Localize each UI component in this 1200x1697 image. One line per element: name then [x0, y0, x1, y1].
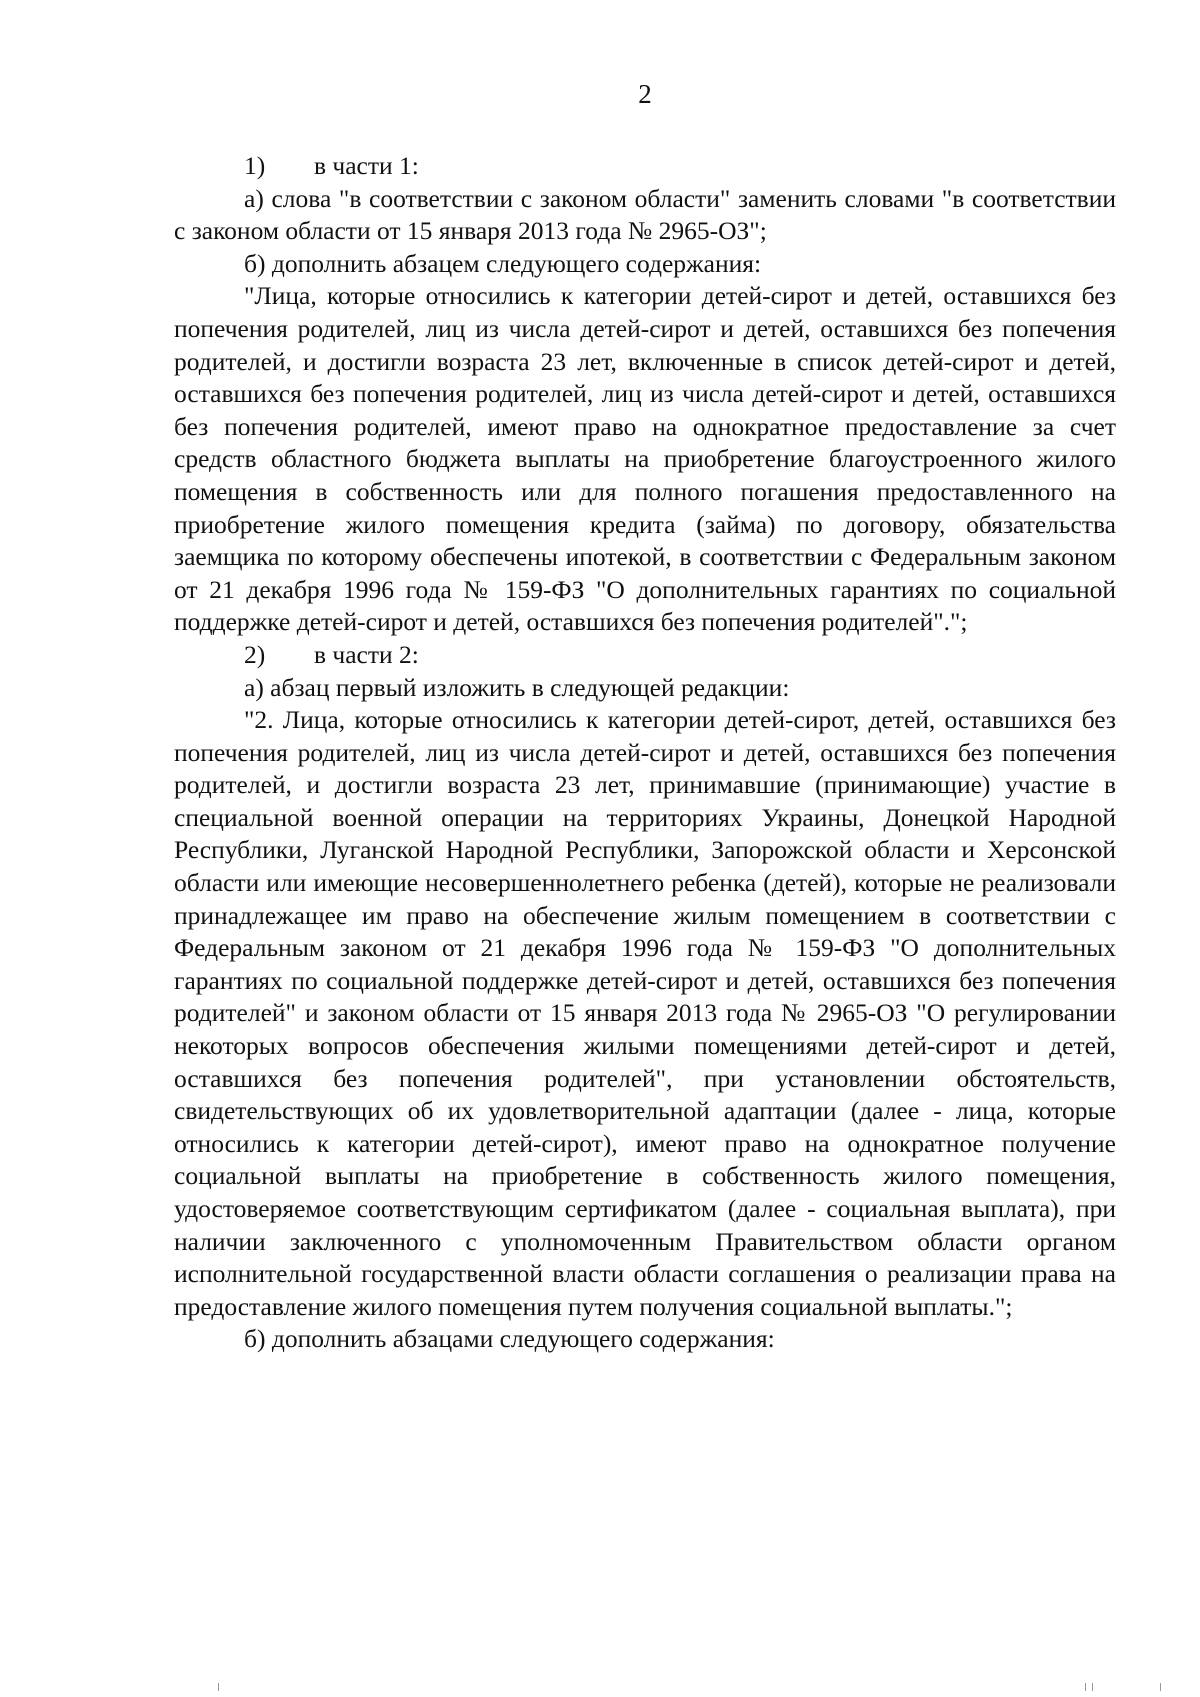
item-label: в части 1:: [314, 151, 419, 180]
list-item-1: [174, 150, 1116, 183]
list-item-2: [174, 639, 1116, 672]
scan-artifact: [1092, 1683, 1093, 1691]
scan-artifact: [1085, 1683, 1086, 1691]
quoted-paragraph-1b: "Лица, которые относились к категории детей-сирот и детей, оставшихся без попечения родителей, лиц из числа детей-сирот и детей, оставшихся без попечения родителей, и достигли возраста 23 лет, включенные в список детей-сирот и детей, оставшихся без попечения родителей, лиц из числа детей-сирот и детей, оставшихся без попечения родителей, имеют право на однократное предоставление за счет средств областного бюджета выплаты на приобретение благоустроенного жилого помещения в собственность или для полного погашения предоставленного на приобретение жилого помещения кредита (займа) по договору, обязательства заемщика по которому обеспечены ипотекой, в соответствии с Федеральным законом от 21 декабря 1996 года № 159-ФЗ "О дополнительных гарантиях по социальной поддержке детей-сирот и детей, оставшихся без попечения родителей".";: [174, 281, 1116, 637]
scan-artifact: [218, 1683, 219, 1691]
quoted-paragraph-2a: "2. Лица, которые относились к категории детей-сирот, детей, оставшихся без попечения родителей, лиц из числа детей-сирот и детей, оставшихся без попечения родителей, и достигли возраста 23 лет, принимавшие (принимающие) участие в специальной военной операции на территориях Украины, Донецкой Народной Республики, Луганской Народной Республики, Запорожской области и Херсонской области или имеющие несовершеннолетнего ребенка (детей), которые не реализовали принадлежащее им право на обеспечение жилым помещением в соответствии с Федеральным законом от 21 декабря 1996 года № 159-ФЗ "О дополнительных гарантиях по социальной поддержке детей-сирот и детей, оставшихся без попечения родителей" и законом области от 15 января 2013 года № 2965-ОЗ "О регулировании некоторых вопросов обеспечения жилыми помещениями детей-сирот и детей, оставшихся без попечения родителей", при установлении обстоятельств, свидетельствующих об их удовлетворительной адаптации (далее - лица, которые относились к категории детей-сирот), имеют право на однократное получение социальной выплаты на приобретение в собственность жилого помещения, удостоверяемое соответствующим сертификатом (далее - социальная выплата), при наличии заключенного с уполномоченным Правительством области органом исполнительной государственной власти области соглашения о реализации права на предоставление жилого помещения путем получения социальной выплаты.";: [174, 705, 1116, 1321]
paragraph-2a: а) абзац первый изложить в следующей редакции:: [244, 672, 790, 702]
page-number: 2: [638, 79, 652, 109]
paragraph-1a: а) слова "в соответствии с законом области" заменить словами "в соответствии с законом области от 15 января 2013 года № 2965-ОЗ";: [174, 183, 1116, 246]
item-label: в части 2:: [314, 639, 419, 669]
item-number: 1): [244, 151, 266, 180]
scan-artifact: [1160, 1683, 1161, 1691]
item-number: 2): [244, 639, 266, 669]
document-body: [174, 150, 1116, 1356]
paragraph-1b: б) дополнить абзацем следующего содержания:: [244, 248, 762, 278]
paragraph-2b: б) дополнить абзацами следующего содержания:: [244, 1324, 775, 1354]
